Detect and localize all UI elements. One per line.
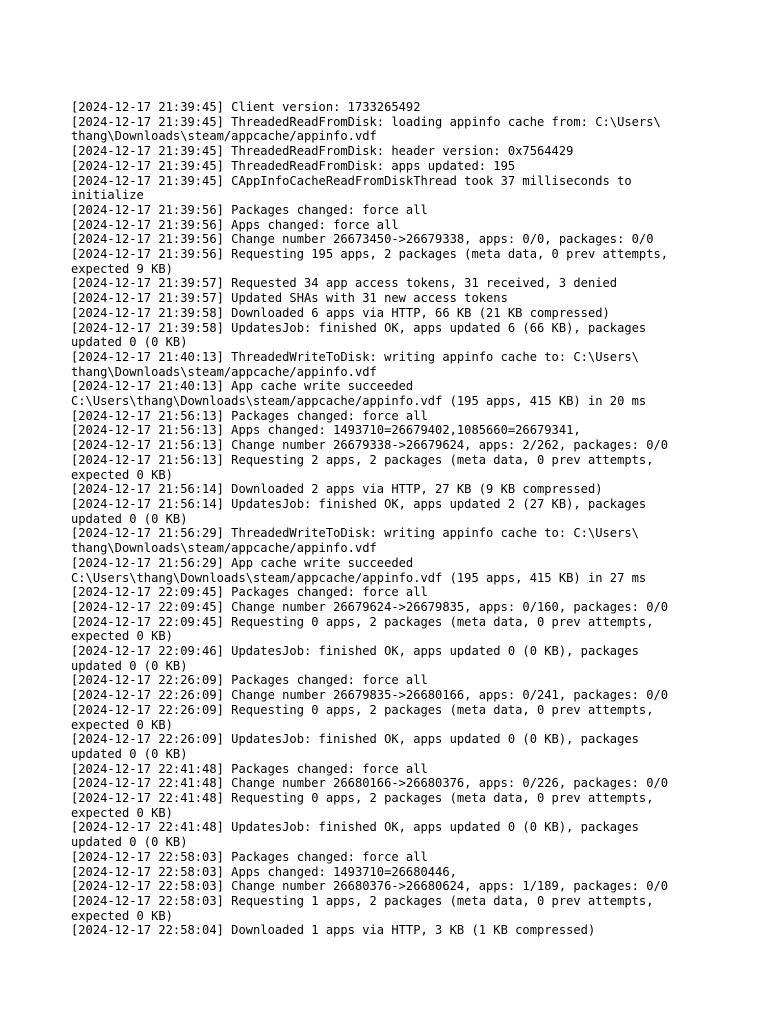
log-line: expected 0 KB) bbox=[71, 908, 173, 923]
log-line: [2024-12-17 21:56:13] Change number 26679338->26679624, apps: 2/262, packages: 0/0 bbox=[71, 438, 669, 453]
log-line: [2024-12-17 21:56:29] ThreadedWriteToDisk: writing appinfo cache to: C:\Users\ bbox=[71, 526, 639, 541]
log-line: [2024-12-17 22:58:03] Apps changed: 1493710=26680446, bbox=[71, 864, 457, 879]
log-line: [2024-12-17 22:41:48] Packages changed: force all bbox=[71, 761, 428, 776]
log-line: initialize bbox=[71, 188, 144, 203]
log-line: [2024-12-17 21:39:58] UpdatesJob: finished OK, apps updated 6 (66 KB), packages bbox=[71, 320, 647, 335]
log-line: [2024-12-17 21:39:56] Requesting 195 apps, 2 packages (meta data, 0 prev attempts, bbox=[71, 247, 669, 262]
log-line: updated 0 (0 KB) bbox=[71, 658, 188, 673]
log-line: expected 0 KB) bbox=[71, 467, 173, 482]
log-line: [2024-12-17 22:09:45] Requesting 0 apps, 2 packages (meta data, 0 prev attempts, bbox=[71, 614, 654, 629]
log-line: expected 0 KB) bbox=[71, 717, 173, 732]
log-line: [2024-12-17 21:56:29] App cache write succeeded bbox=[71, 555, 414, 570]
log-line: expected 0 KB) bbox=[71, 805, 173, 820]
log-line: [2024-12-17 21:56:14] Downloaded 2 apps via HTTP, 27 KB (9 KB compressed) bbox=[71, 482, 603, 497]
log-line: [2024-12-17 21:40:13] App cache write succeeded bbox=[71, 379, 414, 394]
log-line: [2024-12-17 22:26:09] Change number 26679835->26680166, apps: 0/241, packages: 0/0 bbox=[71, 688, 669, 703]
log-line: [2024-12-17 22:26:09] Packages changed: force all bbox=[71, 673, 428, 688]
log-line: [2024-12-17 22:09:45] Packages changed: force all bbox=[71, 585, 428, 600]
log-line: [2024-12-17 22:41:48] UpdatesJob: finished OK, apps updated 0 (0 KB), packages bbox=[71, 820, 639, 835]
log-line: [2024-12-17 21:39:57] Requested 34 app access tokens, 31 received, 3 denied bbox=[71, 276, 618, 291]
log-line: expected 9 KB) bbox=[71, 261, 173, 276]
log-line: [2024-12-17 21:39:45] ThreadedReadFromDisk: loading appinfo cache from: C:\Users\ bbox=[71, 114, 661, 129]
log-line: [2024-12-17 21:39:56] Apps changed: force all bbox=[71, 217, 399, 232]
log-line: thang\Downloads\steam/appcache/appinfo.vdf bbox=[71, 129, 377, 144]
log-line: [2024-12-17 21:56:13] Packages changed: force all bbox=[71, 408, 428, 423]
log-line: expected 0 KB) bbox=[71, 629, 173, 644]
log-line: [2024-12-17 21:56:13] Requesting 2 apps, 2 packages (meta data, 0 prev attempts, bbox=[71, 452, 654, 467]
log-line: [2024-12-17 22:58:04] Downloaded 1 apps via HTTP, 3 KB (1 KB compressed) bbox=[71, 923, 596, 938]
log-line: [2024-12-17 21:39:45] ThreadedReadFromDisk: header version: 0x7564429 bbox=[71, 144, 574, 159]
log-line: updated 0 (0 KB) bbox=[71, 511, 188, 526]
log-line: [2024-12-17 22:26:09] Requesting 0 apps, 2 packages (meta data, 0 prev attempts, bbox=[71, 702, 654, 717]
log-line: [2024-12-17 21:40:13] ThreadedWriteToDisk: writing appinfo cache to: C:\Users\ bbox=[71, 349, 639, 364]
log-line: [2024-12-17 22:26:09] UpdatesJob: finished OK, apps updated 0 (0 KB), packages bbox=[71, 732, 639, 747]
log-line: C:\Users\thang\Downloads\steam/appcache/appinfo.vdf (195 apps, 415 KB) in 20 ms bbox=[71, 394, 647, 409]
log-line: updated 0 (0 KB) bbox=[71, 335, 188, 350]
log-line: [2024-12-17 22:41:48] Change number 26680166->26680376, apps: 0/226, packages: 0/0 bbox=[71, 776, 669, 791]
log-line: [2024-12-17 21:39:56] Change number 26673450->26679338, apps: 0/0, packages: 0/0 bbox=[71, 232, 654, 247]
log-line: thang\Downloads\steam/appcache/appinfo.vdf bbox=[71, 541, 377, 556]
log-line: updated 0 (0 KB) bbox=[71, 835, 188, 850]
log-line: [2024-12-17 22:09:45] Change number 26679624->26679835, apps: 0/160, packages: 0/0 bbox=[71, 599, 669, 614]
log-document bbox=[71, 100, 711, 938]
log-line: [2024-12-17 21:39:45] ThreadedReadFromDisk: apps updated: 195 bbox=[71, 158, 516, 173]
log-line: updated 0 (0 KB) bbox=[71, 746, 188, 761]
log-line: [2024-12-17 21:56:14] UpdatesJob: finished OK, apps updated 2 (27 KB), packages bbox=[71, 496, 647, 511]
log-line: [2024-12-17 22:09:46] UpdatesJob: finished OK, apps updated 0 (0 KB), packages bbox=[71, 644, 639, 659]
log-line: [2024-12-17 22:58:03] Requesting 1 apps, 2 packages (meta data, 0 prev attempts, bbox=[71, 893, 654, 908]
log-line: C:\Users\thang\Downloads\steam/appcache/appinfo.vdf (195 apps, 415 KB) in 27 ms bbox=[71, 570, 647, 585]
log-line: [2024-12-17 22:41:48] Requesting 0 apps, 2 packages (meta data, 0 prev attempts, bbox=[71, 791, 654, 806]
log-line: [2024-12-17 21:39:45] CAppInfoCacheReadFromDiskThread took 37 milliseconds to bbox=[71, 173, 632, 188]
log-line: [2024-12-17 22:58:03] Packages changed: force all bbox=[71, 849, 428, 864]
log-line: [2024-12-17 21:39:57] Updated SHAs with 31 new access tokens bbox=[71, 291, 508, 306]
log-line: [2024-12-17 21:39:45] Client version: 1733265492 bbox=[71, 100, 421, 114]
log-line: [2024-12-17 21:39:58] Downloaded 6 apps via HTTP, 66 KB (21 KB compressed) bbox=[71, 305, 610, 320]
log-line: [2024-12-17 22:58:03] Change number 26680376->26680624, apps: 1/189, packages: 0/0 bbox=[71, 879, 669, 894]
log-line: thang\Downloads\steam/appcache/appinfo.vdf bbox=[71, 364, 377, 379]
log-line: [2024-12-17 21:39:56] Packages changed: force all bbox=[71, 202, 428, 217]
log-line: [2024-12-17 21:56:13] Apps changed: 1493710=26679402,1085660=26679341, bbox=[71, 423, 581, 438]
